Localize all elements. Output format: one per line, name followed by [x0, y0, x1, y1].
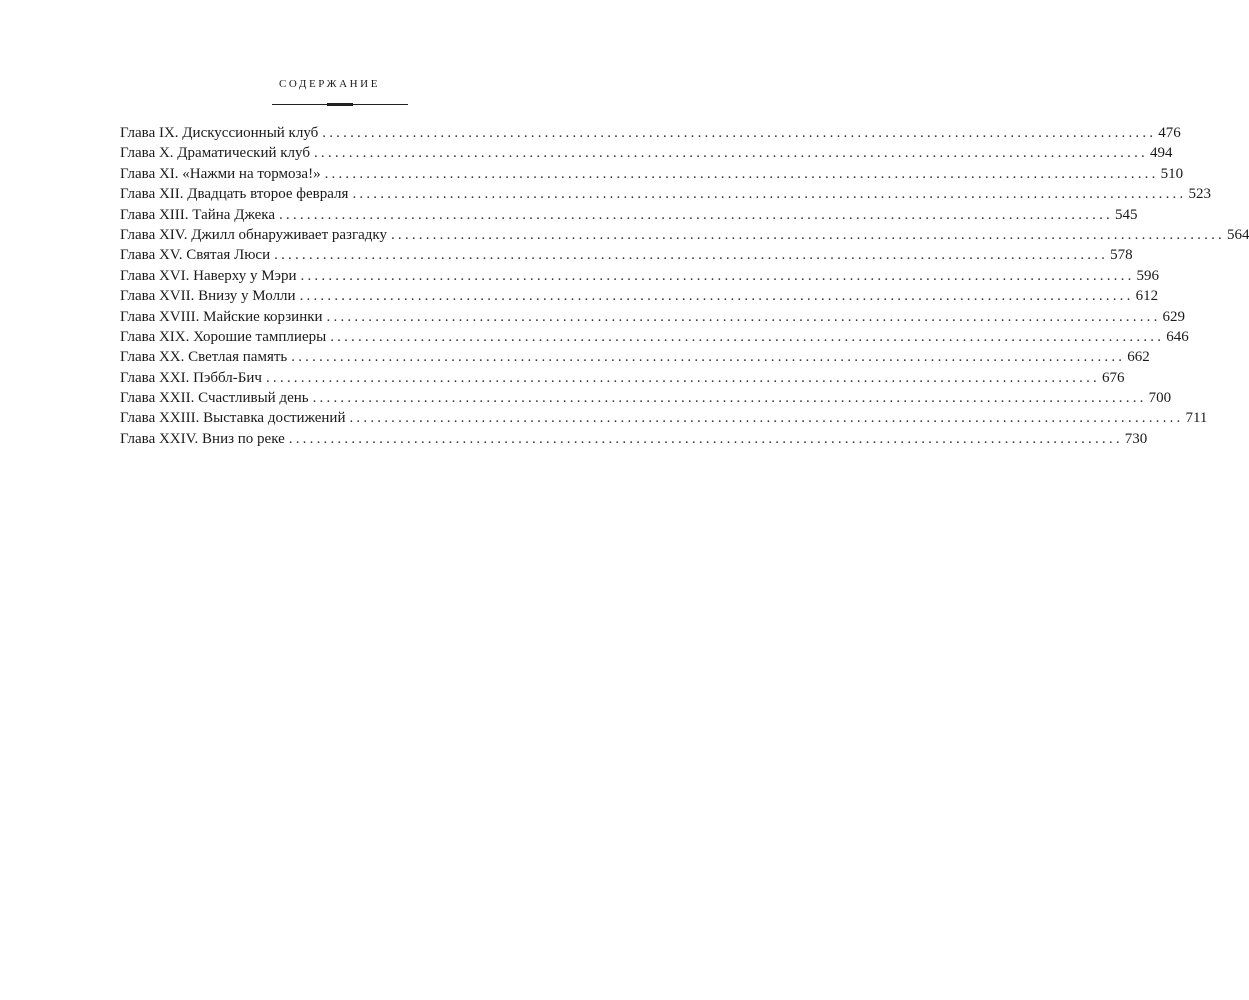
- toc-entry[interactable]: [120, 408, 1208, 428]
- toc-leader-dots: ........................................................................................................................: [330, 328, 1165, 345]
- toc-entry[interactable]: [120, 164, 1184, 184]
- toc-entry[interactable]: [120, 347, 1150, 367]
- page-title: СОДЕРЖАНИЕ: [278, 78, 381, 90]
- toc-entry-page: 711: [1185, 410, 1208, 427]
- toc-entry-title: Глава XII. Двадцать второе февраля: [120, 186, 349, 203]
- toc-entry-title: Глава XXIII. Выставка достижений: [120, 410, 346, 427]
- toc-entry-page: 629: [1162, 308, 1186, 325]
- toc-entry-page: 523: [1188, 186, 1211, 203]
- toc-entry-page: 662: [1127, 349, 1150, 366]
- toc-leader-dots: ........................................................................................................................: [352, 186, 1187, 203]
- toc-entry-page: 596: [1136, 267, 1160, 284]
- toc-entry-page: 578: [1110, 247, 1133, 264]
- toc-leader-dots: ........................................................................................................................: [390, 226, 1225, 243]
- page-header: [0, 78, 659, 90]
- toc-leader-dots: ........................................................................................................................: [326, 308, 1161, 325]
- toc-entry-title: Глава IX. Дискуссионный клуб: [120, 125, 319, 141]
- toc-entry-title: Глава X. Драматический клуб: [120, 145, 310, 162]
- toc-leader-dots: ........................................................................................................................: [324, 165, 1159, 182]
- toc-entry-title: Глава XVI. Наверху у Мэри: [120, 267, 297, 284]
- toc-entry[interactable]: [120, 286, 1159, 306]
- toc-entry-title: Глава XVIII. Майские корзинки: [120, 308, 323, 325]
- toc-entry[interactable]: [120, 184, 1211, 204]
- toc-entry-title: Глава XX. Светлая память: [120, 349, 288, 366]
- toc-entry-page: 510: [1160, 165, 1184, 182]
- toc-entry-page: 564: [1226, 226, 1249, 243]
- toc-entry-title: Глава XV. Святая Люси: [120, 247, 271, 264]
- toc-leader-dots: ........................................................................................................................: [312, 390, 1147, 407]
- toc-entry-page: 545: [1114, 206, 1138, 223]
- toc-entry-title: Глава XXI. Пэббл-Бич: [120, 369, 262, 386]
- toc-entry[interactable]: [120, 388, 1172, 408]
- toc-leader-dots: ........................................................................................................................: [278, 206, 1113, 223]
- toc-entry-title: Глава XXIV. Вниз по реке: [120, 430, 285, 447]
- table-of-contents: [120, 123, 1249, 449]
- toc-entry-title: Глава XXII. Счастливый день: [120, 390, 309, 407]
- toc-entry[interactable]: [120, 307, 1186, 327]
- toc-leader-dots: ........................................................................................................................: [322, 125, 1157, 141]
- toc-leader-dots: ........................................................................................................................: [300, 267, 1135, 284]
- toc-entry-page: 494: [1149, 145, 1173, 162]
- toc-entry-title: Глава XI. «Нажми на тормоза!»: [120, 165, 321, 182]
- toc-entry[interactable]: [120, 245, 1133, 265]
- toc-entry-page: 646: [1166, 328, 1189, 345]
- header-divider: [272, 103, 408, 107]
- toc-entry-page: 676: [1101, 369, 1125, 386]
- toc-entry[interactable]: [120, 368, 1125, 388]
- toc-leader-dots: ........................................................................................................................: [299, 288, 1134, 305]
- toc-leader-dots: ........................................................................................................................: [349, 410, 1184, 427]
- toc-entry[interactable]: [120, 123, 1181, 143]
- toc-entry[interactable]: [120, 143, 1173, 163]
- toc-entry-title: Глава XIX. Хорошие тамплиеры: [120, 328, 327, 345]
- toc-leader-dots: ........................................................................................................................: [313, 145, 1148, 162]
- toc-leader-dots: ........................................................................................................................: [265, 369, 1100, 386]
- toc-entry-title: Глава XVII. Внизу у Молли: [120, 288, 296, 305]
- toc-entry-page: 730: [1124, 430, 1148, 447]
- toc-entry[interactable]: [120, 327, 1189, 347]
- toc-entry-title: Глава XIII. Тайна Джека: [120, 206, 275, 223]
- toc-leader-dots: ........................................................................................................................: [291, 349, 1126, 366]
- toc-leader-dots: ........................................................................................................................: [274, 247, 1109, 264]
- toc-leader-dots: ........................................................................................................................: [288, 430, 1123, 447]
- divider-accent: [327, 103, 353, 106]
- toc-entry[interactable]: [120, 225, 1249, 245]
- toc-entry-title: Глава XIV. Джилл обнаруживает разгадку: [120, 226, 387, 243]
- toc-entry-page: 612: [1135, 288, 1159, 305]
- toc-entry[interactable]: [120, 205, 1138, 225]
- toc-entry-page: 476: [1158, 125, 1181, 141]
- toc-entry-page: 700: [1148, 390, 1172, 407]
- toc-entry[interactable]: [120, 266, 1160, 286]
- toc-entry[interactable]: [120, 429, 1148, 449]
